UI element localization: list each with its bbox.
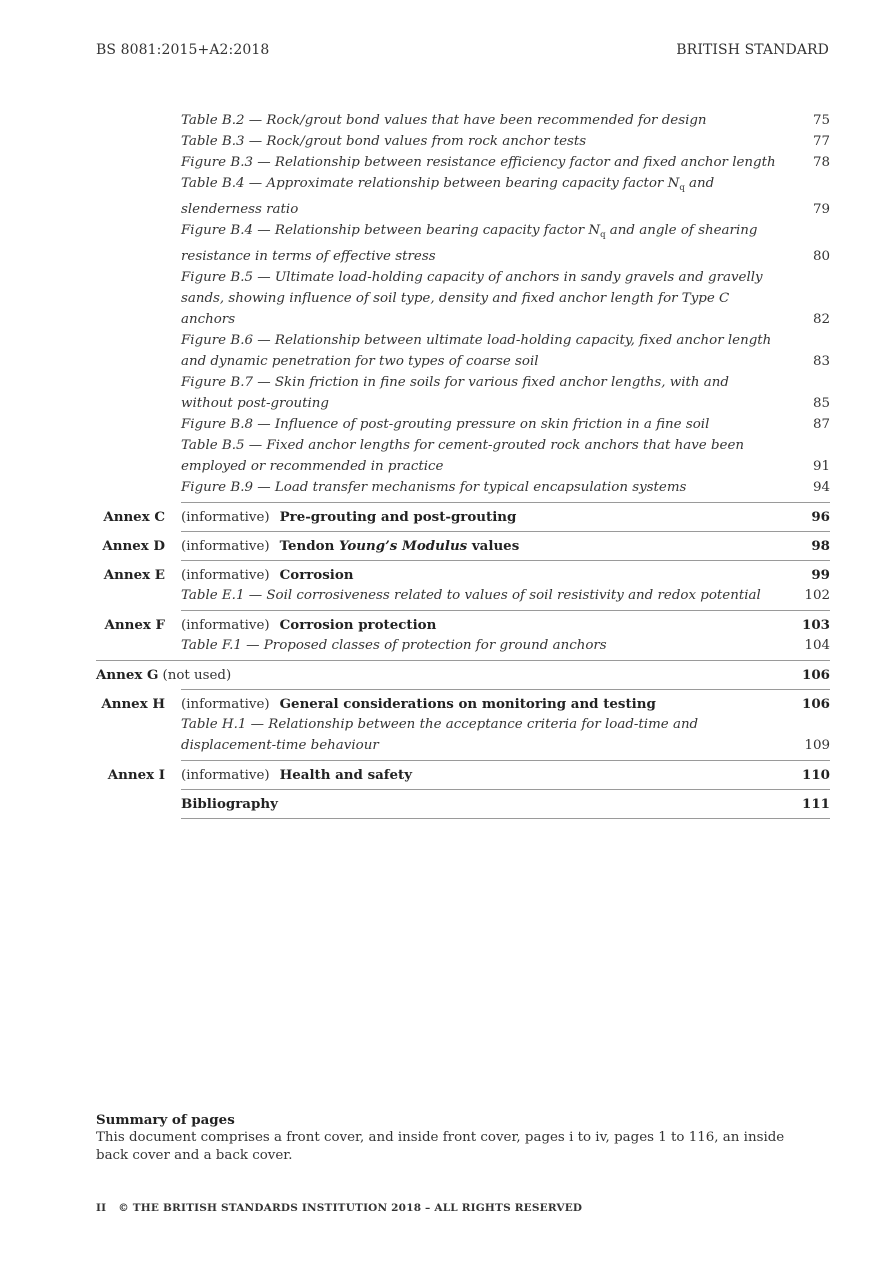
summary-body: This document comprises a front cover, and inside front cover, pages i to iv, pages 1 to 116, an inside back cover and a back cover. (96, 1130, 785, 1163)
annex-title: Pre-grouting and post-grouting (279, 509, 517, 525)
annex-label: Annex F (104, 617, 165, 633)
toc-entry-title: Figure B.3 — Relationship between resistance efficiency factor and fixed anchor length (181, 155, 776, 170)
footer-page-number: II (96, 1202, 107, 1214)
page-footer (96, 1202, 582, 1214)
toc-entry (96, 477, 830, 498)
toc-entry-page: 82 (812, 312, 830, 327)
toc-entry-title: Table B.5 — Fixed anchor lengths for cement-grouted rock anchors that have been employed or recommended in practice (181, 438, 745, 474)
summary-of-pages (96, 1111, 816, 1165)
annex-label: Annex I (107, 767, 165, 783)
toc-entry (96, 635, 830, 656)
toc-entry (96, 152, 830, 173)
annex-title: Corrosion (279, 567, 354, 583)
toc-entry-page: 91 (812, 459, 830, 474)
toc-annex-c (103, 502, 830, 531)
annex-page: 98 (811, 538, 830, 554)
annex-title-part: values (467, 538, 520, 554)
toc-entry-title: Table H.1 — Relationship between the acceptance criteria for load-time and displacement-time behaviour (181, 717, 699, 753)
toc-entry (96, 372, 830, 414)
toc-entry (96, 267, 830, 330)
toc-entry-page: 87 (812, 417, 830, 432)
toc-entry (96, 110, 830, 131)
toc-entry-page: 79 (812, 202, 830, 217)
running-header-standard-number: BS 8081:2015+A2:2018 (96, 42, 270, 58)
bibliography-title: Bibliography (181, 796, 278, 812)
annex-page: 103 (802, 617, 830, 633)
toc-entry-page: 109 (804, 738, 830, 753)
annex-label: Annex H (101, 696, 165, 712)
toc-bibliography (181, 789, 830, 819)
toc-entry (96, 585, 830, 606)
toc-entry-title-part: and slenderness ratio (181, 176, 715, 217)
annex-page: 99 (811, 567, 830, 583)
toc-entry (96, 714, 830, 756)
toc-entry (96, 131, 830, 152)
annex-informative: (informative) (181, 696, 270, 712)
toc-entry-title: Figure B.7 — Skin friction in fine soils for various fixed anchor lengths, with and without post-grouting (181, 375, 729, 411)
toc-annex-i (107, 760, 830, 789)
annex-label: Annex C (103, 509, 165, 525)
toc-entry-title: Table F.1 — Proposed classes of protection for ground anchors (181, 638, 607, 653)
toc-entry-page: 104 (804, 638, 830, 653)
toc-entry-title (181, 173, 790, 220)
annex-title: General considerations on monitoring and testing (279, 696, 656, 712)
toc-entry-title (181, 220, 790, 267)
table-of-contents (96, 110, 830, 819)
toc-entry (96, 435, 830, 477)
footer-copyright: © THE BRITISH STANDARDS INSTITUTION 2018 – ALL RIGHTS RESERVED (118, 1202, 583, 1214)
subscript: q (600, 230, 606, 240)
toc-entry-title: Table B.2 — Rock/grout bond values that have been recommended for design (181, 113, 707, 128)
toc-entry-page: 77 (812, 134, 830, 149)
toc-entry (96, 330, 830, 372)
toc-entry-page: 94 (812, 480, 830, 495)
annex-informative: (informative) (181, 567, 270, 583)
annex-title: Corrosion protection (279, 617, 437, 633)
toc-entry-title: Table B.3 — Rock/grout bond values from rock anchor tests (181, 134, 587, 149)
toc-entry-page: 80 (812, 249, 830, 264)
annex-title-part: Tendon (279, 538, 339, 554)
toc-entry-page: 85 (812, 396, 830, 411)
annex-title (280, 538, 790, 554)
toc-entry-title: Figure B.8 — Influence of post-grouting pressure on skin friction in a fine soil (181, 417, 710, 432)
annex-title: Health and safety (279, 767, 413, 783)
toc-annex-g (96, 660, 830, 689)
running-header-publisher: BRITISH STANDARD (676, 42, 829, 58)
toc-entry-page: 78 (812, 155, 830, 170)
toc-entry (96, 414, 830, 435)
annex-page: 96 (811, 509, 830, 525)
annex-informative: (informative) (181, 538, 270, 554)
toc-entry-title-part: Table B.4 — Approximate relationship between bearing capacity factor N (181, 176, 680, 191)
toc-entry-title: Figure B.9 — Load transfer mechanisms for typical encapsulation systems (181, 480, 687, 495)
toc-entry-title-part: and angle of shearing resistance in terms of effective stress (181, 223, 758, 264)
annex-page: 110 (802, 767, 830, 783)
toc-entry-title: Figure B.5 — Ultimate load-holding capacity of anchors in sandy gravels and gravelly sands, showing influence of soil type, density and fixed anchor length for Type C anchors (181, 270, 763, 327)
annex-label: Annex D (102, 538, 165, 554)
annex-label: Annex E (103, 567, 165, 583)
toc-entry-title-part: Figure B.4 — Relationship between bearing capacity factor N (181, 223, 601, 238)
toc-entry-page: 83 (812, 354, 830, 369)
annex-page: 106 (802, 667, 830, 683)
toc-entry-page: 102 (804, 588, 830, 603)
annex-page: 106 (802, 696, 830, 712)
summary-heading: Summary of pages (96, 1112, 235, 1128)
annex-label: Annex G (96, 667, 159, 683)
toc-entry (96, 220, 830, 267)
toc-entry-title: Table E.1 — Soil corrosiveness related to values of soil resistivity and redox potential (181, 588, 761, 603)
toc-annex-d (102, 531, 830, 560)
annex-informative: (informative) (181, 509, 270, 525)
annex-informative: (informative) (181, 767, 270, 783)
annex-informative: (informative) (181, 617, 270, 633)
toc-entry-title: Figure B.6 — Relationship between ultimate load-holding capacity, fixed anchor length and dynamic penetration for two types of coarse soil (181, 333, 772, 369)
toc-entry (96, 173, 830, 220)
annex-note: (not used) (162, 667, 232, 683)
annex-title-italic-part: Young’s Modulus (338, 538, 468, 554)
toc-entry-page: 75 (812, 113, 830, 128)
subscript: q (679, 183, 685, 193)
bibliography-page: 111 (802, 796, 830, 812)
